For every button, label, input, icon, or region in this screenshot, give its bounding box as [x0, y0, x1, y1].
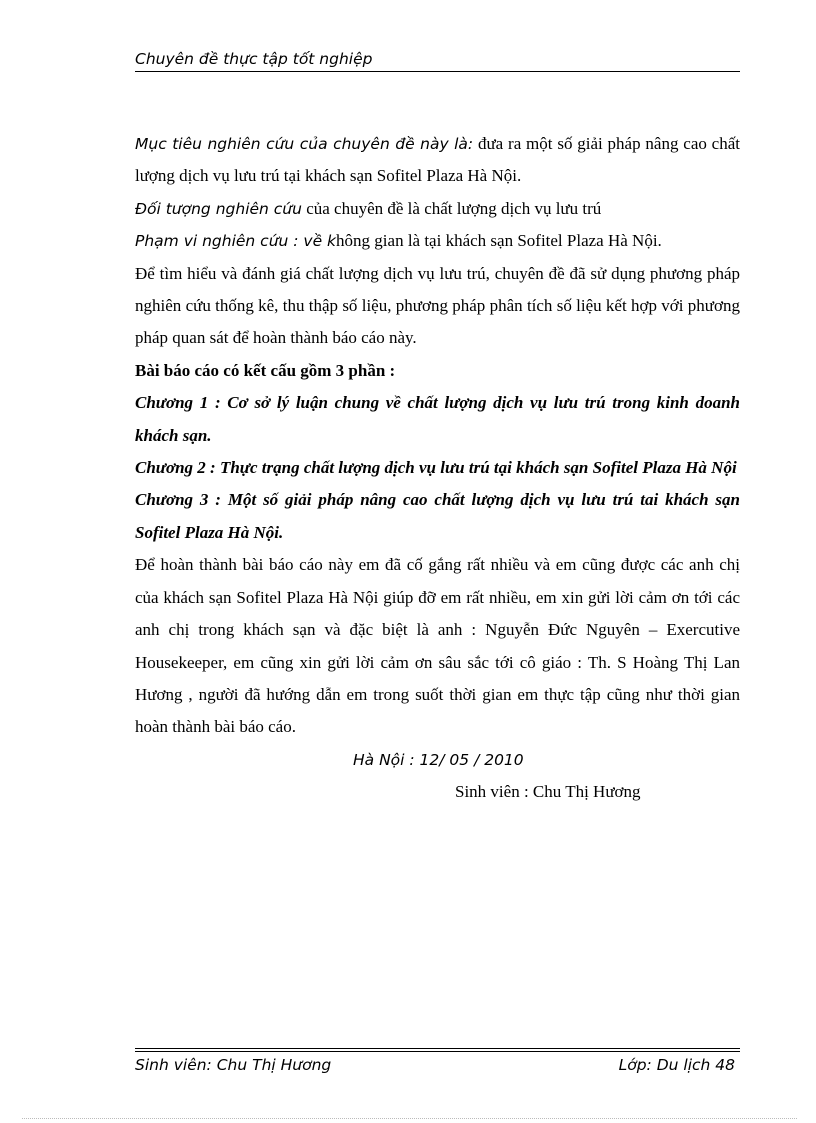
footer-rule-top: [135, 1048, 740, 1049]
research-objective-paragraph: [135, 128, 740, 193]
structure-heading: Bài báo cáo có kết cấu gồm 3 phần :: [135, 360, 396, 380]
research-subject-text: của chuyên đề là chất lượng dịch vụ lưu trú: [301, 198, 602, 218]
research-subject-paragraph: [135, 193, 740, 225]
signature-line: Sinh viên : Chu Thị Hương: [455, 782, 641, 802]
footer-class: Lớp: Du lịch 48: [618, 1056, 735, 1074]
methodology-paragraph: Để tìm hiểu và đánh giá chất lượng dịch vụ lưu trú, chuyên đề đã sử dụng phương pháp nghiên cứu thống kê, thu thập số liệu, phương pháp phân tích số liệu kết hợp với phương pháp quan sát để hoàn thành báo cáo này.: [135, 263, 740, 348]
header-title: Chuyên đề thực tập tốt nghiệp: [135, 50, 373, 68]
page-header: [135, 49, 740, 72]
date-line: Hà Nội : 12/ 05 / 2010: [353, 750, 524, 769]
acknowledgement-paragraph: Để hoàn thành bài báo cáo này em đã cố gắng rất nhiều và em cũng được các anh chị của khách sạn Sofitel Plaza Hà Nội giúp đỡ em rất nhiều, em xin gửi lời cảm ơn tới các anh chị trong khách sạn và đặc biệt là anh : Nguyễn Đức Nguyên – Exercutive Housekeeper, em cũng xin gửi lời cảm ơn sâu sắc tới cô giáo : Th. S Hoàng Thị Lan Hương , người đã hướng dẫn em trong suốt thời gian em thực tập cũng như thời gian hoàn thành bài báo cáo.: [135, 555, 740, 737]
chapter-1: Chương 1 : Cơ sở lý luận chung về chất lượng dịch vụ lưu trú trong kinh doanh khách sạn.: [135, 393, 740, 445]
research-scope-paragraph: [135, 225, 740, 257]
chapter-3: Chương 3 : Một số giải pháp nâng cao chất lượng dịch vụ lưu trú tai khách sạn Sofitel Plaza Hà Nội.: [135, 490, 740, 542]
research-objective-label: Mục tiêu nghiên cứu của chuyên đề này là:: [135, 135, 474, 153]
footer-rule-bottom: [135, 1051, 740, 1052]
footer-student: Sinh viên: Chu Thị Hương: [135, 1056, 332, 1074]
page-edge-divider: [22, 1118, 797, 1119]
chapter-2: Chương 2 : Thực trạng chất lượng dịch vụ lưu trú tại khách sạn Sofitel Plaza Hà Nội: [135, 458, 737, 478]
research-objective-text: đưa ra một số giải pháp nâng cao chất lượng dịch vụ lưu trú tại khách sạn Sofitel Plaza Hà Nội.: [135, 134, 740, 186]
document-body: [135, 128, 740, 809]
research-scope-text: hông gian là tại khách sạn Sofitel Plaza Hà Nội.: [336, 231, 662, 251]
page-footer: [135, 1055, 735, 1075]
research-subject-label: Đối tượng nghiên cứu: [135, 199, 302, 218]
research-scope-label: Phạm vi nghiên cứu : về k: [135, 232, 337, 251]
